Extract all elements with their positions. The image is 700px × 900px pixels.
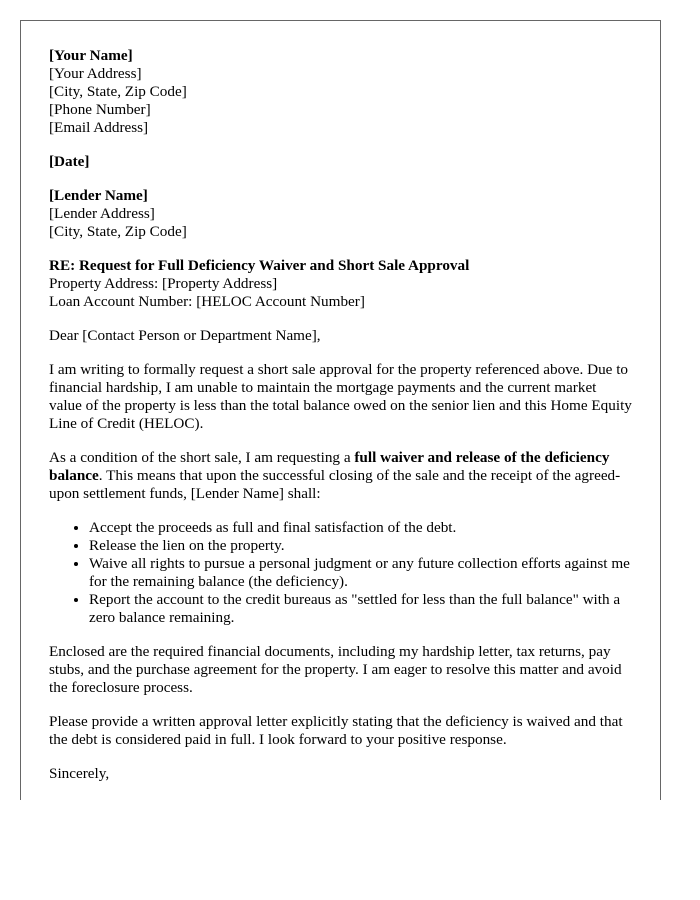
list-item: • Release the lien on the property. (89, 537, 632, 555)
property-address-line: Property Address: [Property Address] (49, 275, 278, 292)
body-paragraph-4: Please provide a written approval letter explicitly stating that the deficiency is waived and that the debt is considered paid in full. I look forward to your positive response. (49, 713, 623, 748)
letter-date: [Date] (49, 153, 90, 170)
list-item: • Accept the proceeds as full and final satisfaction of the debt. (89, 519, 632, 537)
conditions-list (49, 519, 632, 627)
body-paragraph-3: Enclosed are the required financial documents, including my hardship letter, tax returns, pay stubs, and the purchase agreement for the property. I am eager to resolve this matter and avoid the foreclosure process. (49, 643, 622, 696)
lender-address: [Lender Address] (49, 205, 155, 222)
sender-phone: [Phone Number] (49, 101, 151, 118)
loan-account-line: Loan Account Number: [HELOC Account Number] (49, 293, 365, 310)
closing: Sincerely, (49, 765, 110, 782)
lender-name: [Lender Name] (49, 187, 148, 204)
sender-block (49, 47, 632, 137)
sender-email: [Email Address] (49, 119, 149, 136)
salutation: Dear [Contact Person or Department Name], (49, 327, 321, 344)
sender-name: [Your Name] (49, 47, 133, 64)
sender-address: [Your Address] (49, 65, 142, 82)
paragraph-2-text-before: As a condition of the short sale, I am requesting a (49, 449, 355, 466)
list-item: • Report the account to the credit bureaus as "settled for less than the full balance" with a zero balance remaining. (89, 591, 632, 627)
lender-block (49, 187, 632, 241)
subject-block (49, 257, 632, 311)
subject-line: RE: Request for Full Deficiency Waiver and Short Sale Approval (49, 257, 470, 274)
sender-city-state-zip: [City, State, Zip Code] (49, 83, 187, 100)
paragraph-2-text-after: . This means that upon the successful closing of the sale and the receipt of the agreed-upon settlement funds, [Lender Name] shall: (49, 467, 621, 502)
list-item: • Waive all rights to pursue a personal judgment or any future collection efforts against me for the remaining balance (the deficiency). (89, 555, 632, 591)
paragraph-2-bold-text: full waiver and release of the deficiency balance (49, 449, 610, 484)
body-paragraph-2 (49, 449, 632, 503)
lender-city-state-zip: [City, State, Zip Code] (49, 223, 187, 240)
letter-page (20, 20, 661, 800)
date-block (49, 153, 632, 171)
body-paragraph-1: I am writing to formally request a short sale approval for the property referenced above. Due to financial hardship, I am unable to maintain the mortgage payments and the current market value of the property is less than the total balance owed on the senior lien and this Home Equity Line of Credit (HELOC). (49, 361, 632, 432)
